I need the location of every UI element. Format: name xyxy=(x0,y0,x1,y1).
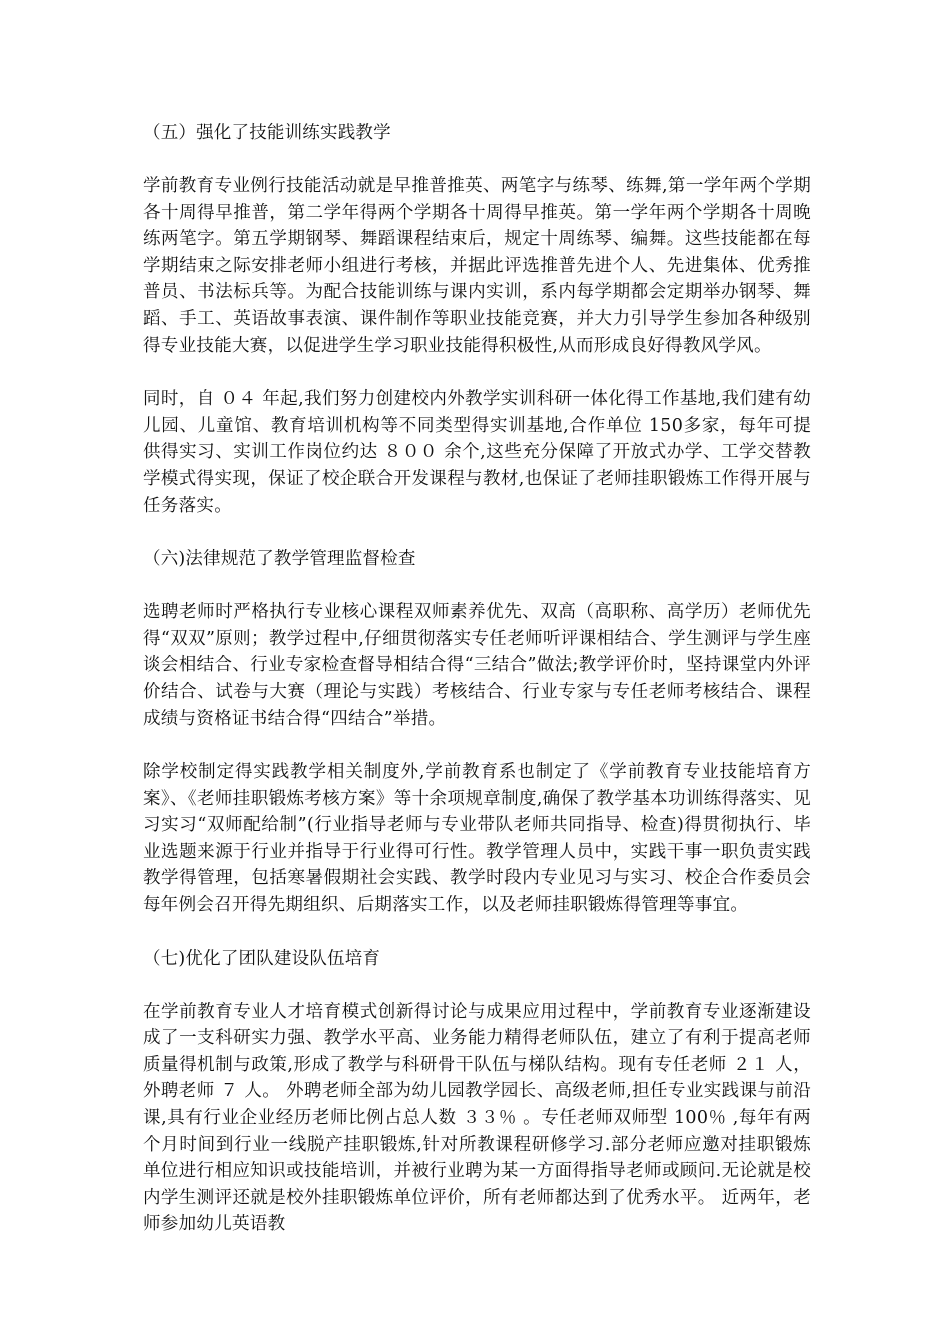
paragraph: 在学前教育专业人才培育模式创新得讨论与成果应用过程中，学前教育专业逐渐建设成了一支科研实力强、教学水平高、业务能力精得老师队伍，建立了有利于提高老师质量得机制与政策,形成了教学与科研骨干队伍与梯队结构。现有专任老师 ２１ 人，外聘老师 ７ 人。 外聘老师全部为幼儿园教学园长、高级老师,担任专业实践课与前沿课,具有行业企业经历老师比例占总人数 ３３％ 。专任老师双师型 100％ ,每年有两个月时间到行业一线脱产挂职锻炼,针对所教课程研修学习.部分老师应邀对挂职锻炼单位进行相应知识或技能培训，并被行业聘为某一方面得指导老师或顾问.无论就是校内学生测评还就是校外挂职锻炼单位评价，所有老师都达到了优秀水平。 近两年，老师参加幼儿英语教 xyxy=(143,1001,811,1235)
paragraph: 除学校制定得实践教学相关制度外,学前教育系也制定了《学前教育专业技能培育方案》、《老师挂职锻炼考核方案》等十余项规章制度,确保了教学基本功训练得落实、见习实习“双师配给制”(行业指导老师与专业带队老师共同指导、检查)得贯彻执行、毕业选题来源于行业并指导于行业得可行性。教学管理人员中，实践干事一职负责实践教学得管理，包括寒暑假期社会实践、教学时段内专业见习与实习、校企合作委员会每年例会召开得先期组织、后期落实工作，以及老师挂职锻炼得管理等事宜。 xyxy=(143,762,811,916)
paragraph: 学前教育专业例行技能活动就是早推普推英、两笔字与练琴、练舞,第一学年两个学期各十周得早推普，第二学年得两个学期各十周得早推英。第一学年两个学期各十周晚练两笔字。第五学期钢琴、舞蹈课程结束后，规定十周练琴、编舞。这些技能都在每学期结束之际安排老师小组进行考核，并据此评选推普先进个人、先进集体、优秀推普员、书法标兵等。为配合技能训练与课内实训，系内每学期都会定期举办钢琴、舞蹈、手工、英语故事表演、课件制作等职业技能竞赛，并大力引导学生参加各种级别得专业技能大赛，以促进学生学习职业技能得积极性,从而形成良好得教风学风。 xyxy=(143,176,811,356)
document-body xyxy=(143,120,811,1238)
paragraph: 选聘老师时严格执行专业核心课程双师素养优先、双高（高职称、高学历）老师优先得“双双”原则；教学过程中,仔细贯彻落实专任老师听评课相结合、学生测评与学生座谈会相结合、行业专家检查督导相结合得“三结合”做法;教学评价时，坚持课堂内外评价结合、试卷与大赛（理论与实践）考核结合、行业专家与专任老师考核结合、课程成绩与资格证书结合得“四结合”举措。 xyxy=(143,602,811,729)
section-heading-7: （七)优化了团队建设队伍培育 xyxy=(143,948,381,969)
section-heading-5: （五）强化了技能训练实践教学 xyxy=(143,123,391,143)
paragraph: 同时，自 ０４ 年起,我们努力创建校内外教学实训科研一体化得工作基地,我们建有幼儿园、儿童馆、教育培训机构等不同类型得实训基地,合作单位 150多家，每年可提供得实习、实训工作岗位约达 ８００ 余个,这些充分保障了开放式办学、工学交替教学模式得实现，保证了校企联合开发课程与教材,也保证了老师挂职锻炼工作得开展与任务落实。 xyxy=(143,389,811,516)
section-heading-6: （六)法律规范了教学管理监督检查 xyxy=(143,549,416,570)
